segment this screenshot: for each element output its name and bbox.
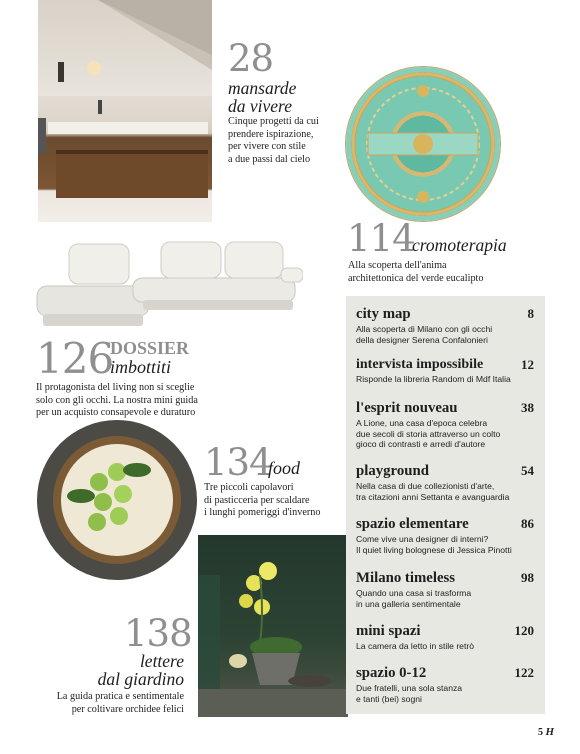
desc-line: solo con gli occhi. La nostra mini guida [36,394,198,406]
desc-line: Il quiet living bolognese di Jessica Pinotti [356,544,512,555]
feature-28-title-line-1: mansarde [228,78,297,98]
orchid-illustration [198,535,348,717]
toc-desc [356,683,538,704]
desc-line: Cinque progetti da cui [228,116,319,127]
toc-page: 54 [521,463,534,478]
feature-28-desc [228,116,319,166]
orchid-photo [198,535,348,717]
toc-title: Milano timeless [356,570,456,586]
decorative-plate-photo [346,67,500,221]
table-of-contents [346,296,545,714]
feature-114-page: 114 [347,217,415,260]
toc-item-esprit-nouveau[interactable] [356,400,538,450]
toc-title: city map [356,306,411,322]
toc-page: 98 [521,570,534,585]
feature-114-title: cromoterapia [412,235,507,255]
bathroom-illustration [38,0,212,222]
desc-line: per vivere con stile [228,141,306,152]
desc-line: Tre piccoli capolavori [204,482,294,493]
desc-line: e tanti (bei) sogni [356,693,422,704]
desc-line: due secoli di storia attraverso un colto [356,428,501,439]
brand-logo: H [545,726,554,738]
desc-line: architettonica del verde eucalipto [348,272,484,284]
toc-desc [356,588,538,609]
desc-line: Come vive una designer di interni? [356,534,489,544]
toc-desc [356,418,538,450]
toc-item-spazio-0-12[interactable] [356,665,538,704]
desc-line: tra citazioni anni Settanta e avanguardia [356,491,510,502]
toc-item-milano-timeless[interactable] [356,570,538,609]
desc-line: in una galleria sentimentale [356,598,461,609]
toc-title: playground [356,463,429,479]
desc-line: Risponde la libreria Random di Mdf Italia [356,374,511,384]
attic-bathroom-photo [38,0,212,222]
toc-item-playground[interactable] [356,463,538,502]
desc-line: di pasticceria per scaldare [204,494,310,506]
sofa-illustration [33,238,303,332]
toc-item-intervista-impossibile[interactable] [356,357,538,385]
feature-138-title [60,652,184,688]
feature-114-desc [348,260,483,285]
toc-title: mini spazi [356,623,421,639]
desc-line: Quando una casa si trasforma [356,588,472,598]
toc-item-spazio-elementare[interactable] [356,516,538,555]
toc-page: 120 [514,623,534,638]
desc-line: Due fratelli, una sola stanza [356,683,463,693]
tart-illustration [37,420,197,580]
feature-134-desc [204,482,320,520]
toc-page: 38 [521,400,534,415]
page-footer [538,726,554,738]
toc-item-mini-spazi[interactable] [356,623,538,652]
toc-page: 122 [514,665,534,680]
feature-138-title-line-1: lettere [139,651,184,671]
toc-desc [356,641,538,652]
desc-line: Alla scoperta di Milano con gli occhi [356,324,493,334]
feature-28-title [228,79,296,115]
toc-desc [356,374,538,385]
feature-28-title-line-2: da vivere [228,96,292,116]
desc-line: Il protagonista del living non si sceglie [36,382,195,393]
toc-page: 12 [521,357,534,372]
feature-126-page: 126 [36,334,114,383]
desc-line: A Lione, una casa d'epoca celebra [356,418,488,428]
toc-title: spazio elementare [356,516,469,532]
toc-title: intervista impossibile [356,357,484,372]
sofa-photo [33,238,303,332]
desc-line: prendere ispirazione, [228,128,314,140]
toc-desc [356,481,538,502]
feature-134-page: 134 [204,441,272,484]
plate-pattern [346,67,500,221]
desc-line: Nella casa di due collezionisti d'arte, [356,481,495,491]
toc-page: 86 [521,516,534,531]
feature-138-page: 138 [124,612,192,655]
feature-134-title: food [268,458,301,478]
toc-page: 8 [527,306,534,321]
toc-title: l'esprit nouveau [356,400,458,416]
footer-page-number: 5 [537,727,543,738]
toc-item-city-map[interactable] [356,306,538,345]
feature-138-desc [28,691,184,716]
feature-138-title-line-2: dal giardino [97,669,184,689]
desc-line: per un acquisto consapevole e duraturo [36,407,196,418]
feature-126-desc [36,382,198,420]
toc-title: spazio 0-12 [356,665,427,681]
desc-line: della designer Serena Confalonieri [356,334,488,345]
desc-line: i lunghi pomeriggi d'inverno [204,507,321,518]
desc-line: a due passi dal cielo [228,153,311,165]
desc-line: per coltivare orchidee felici [71,703,184,715]
desc-line: La guida pratica e sentimentale [56,691,184,702]
dossier-kicker: DOSSIER [110,338,190,358]
toc-desc [356,534,538,555]
desc-line: gioco di contrasti e arredi d'autore [356,439,486,450]
desc-line: La camera da letto in stile retrò [356,641,474,651]
desc-line: Alla scoperta dell'anima [348,260,447,271]
feature-28-page: 28 [228,37,274,80]
feature-126-title: imbottiti [110,357,172,377]
toc-desc [356,324,538,345]
fruit-tart-photo [37,420,197,580]
